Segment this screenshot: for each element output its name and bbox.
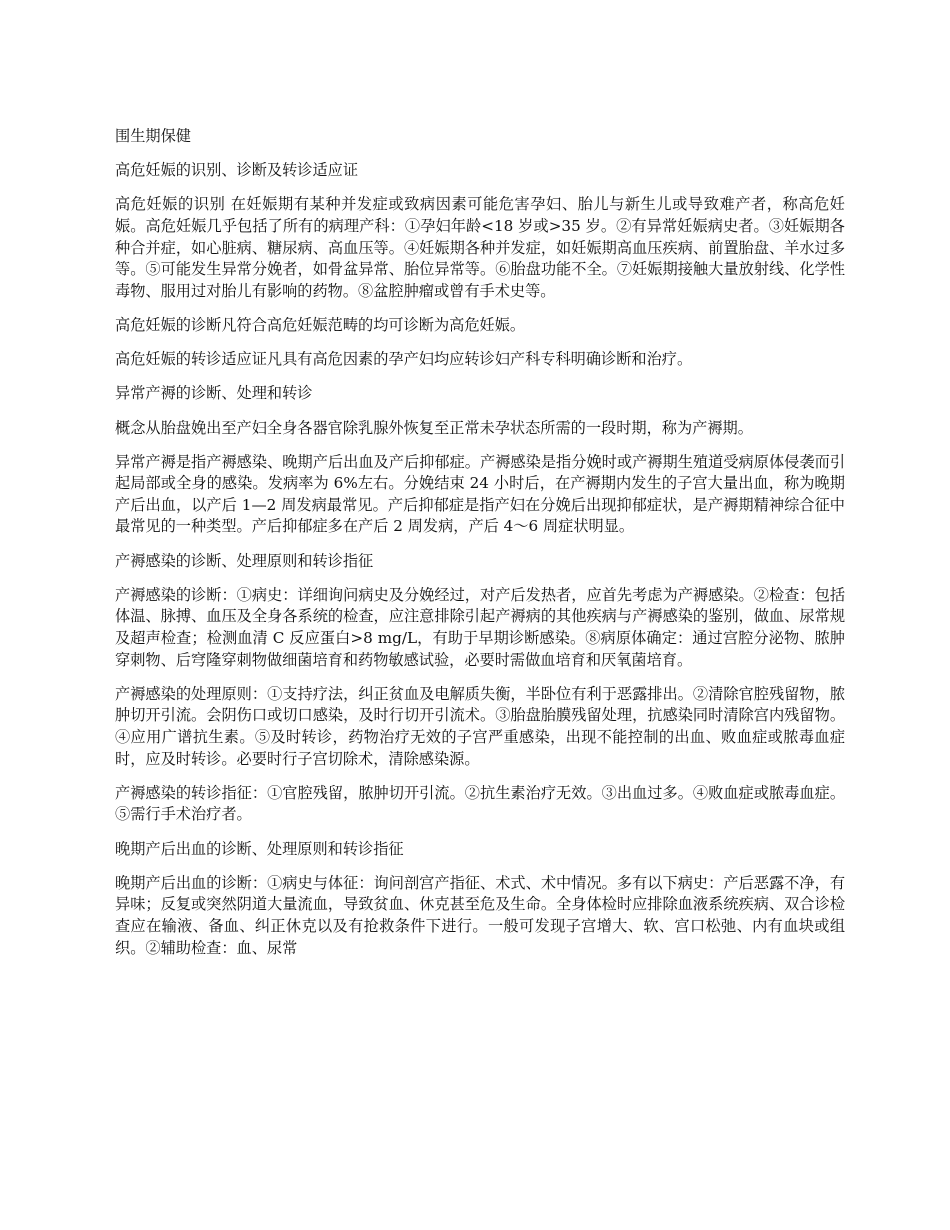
document-page (115, 126, 845, 972)
body-paragraph: 概念从胎盘娩出至产妇全身各器官除乳腺外恢复至正常未孕状态所需的一段时期，称为产褥期。 (115, 418, 753, 437)
section-heading: 异常产褥的诊断、处理和转诊 (115, 384, 313, 403)
body-paragraph: 异常产褥是指产褥感染、晚期产后出血及产后抑郁症。产褥感染是指分娩时或产褥期生殖道受病原体侵袭而引起局部或全身的感染。发病率为 6%左右。分娩结束 24 小时后，在产褥期内发生的子宫大量出血，称为晚期产后出血，以产后 1—2 周发病最常见。产后抑郁症是指产妇在分娩后出现抑郁症状，是产褥期精神综合征中最常见的一种类型。产后抑郁症多在产后 2 周发病，产后 4～6 周症状明显。 (115, 452, 845, 536)
section-heading: 产褥感染的诊断、处理原则和转诊指征 (115, 551, 374, 570)
body-paragraph: 高危妊娠的诊断凡符合高危妊娠范畴的均可诊断为高危妊娠。 (115, 315, 526, 334)
section-heading: 高危妊娠的识别、诊断及转诊适应证 (115, 161, 358, 180)
body-paragraph: 产褥感染的处理原则：①支持疗法，纠正贫血及电解质失衡，半卧位有利于恶露排出。②清除官腔残留物，脓肿切开引流。会阴伤口或切口感染，及时行切开引流术。③胎盘胎膜残留处理，抗感染同时清除宫内残留物。④应用广谱抗生素。⑤及时转诊，药物治疗无效的子宫严重感染，出现不能控制的出血、败血症或脓毒血症时，应及时转诊。必要时行子宫切除术，清除感染源。 (115, 684, 845, 768)
body-paragraph: 晚期产后出血的诊断：①病史与体征：询问剖宫产指征、术式、术中情况。多有以下病史：产后恶露不净，有异味；反复或突然阴道大量流血，导致贫血、休克甚至危及生命。全身体检时应排除血液系统疾病、双合诊检查应在输液、备血、纠正休克以及有抢救条件下进行。一般可发现子宫增大、软、宫口松弛、内有血块或组织。②辅助检查：血、尿常 (115, 873, 845, 957)
body-paragraph: 高危妊娠的转诊适应证凡具有高危因素的孕产妇均应转诊妇产科专科明确诊断和治疗。 (115, 350, 693, 369)
body-paragraph: 产褥感染的诊断：①病史：详细询问病史及分娩经过，对产后发热者，应首先考虑为产褥感染。②检查：包括体温、脉搏、血压及全身各系统的检查，应注意排除引起产褥病的其他疾病与产褥感染的鉴别，做血、尿常规及超声检查；检测血清 C 反应蛋白>8 mg/L，有助于早期诊断感染。⑧病原体确定：通过宫腔分泌物、脓肿穿刺物、后穹隆穿刺物做细菌培育和药物敏感试验，必要时需做血培育和厌氧菌培育。 (115, 585, 845, 669)
body-paragraph: 高危妊娠的识别 在妊娠期有某种并发症或致病因素可能危害孕妇、胎儿与新生儿或导致难产者，称高危妊娠。高危妊娠几乎包括了所有的病理产科：①孕妇年龄<18 岁或>35 岁。②有异常妊娠病史者。③妊娠期各种合并症，如心脏病、糖尿病、高血压等。④妊娠期各种并发症，如妊娠期高血压疾病、前置胎盘、羊水过多等。⑤可能发生异常分娩者，如骨盆异常、胎位异常等。⑥胎盘功能不全。⑦妊娠期接触大量放射线、化学性毒物、服用过对胎儿有影响的药物。⑧盆腔肿瘤或曾有手术史等。 (115, 195, 845, 300)
section-heading: 晚期产后出血的诊断、处理原则和转诊指征 (115, 839, 404, 858)
document-title: 围生期保健 (115, 127, 191, 145)
body-paragraph: 产褥感染的转诊指征：①官腔残留，脓肿切开引流。②抗生素治疗无效。③出血过多。④败血症或脓毒血症。⑤需行手术治疗者。 (115, 783, 845, 824)
